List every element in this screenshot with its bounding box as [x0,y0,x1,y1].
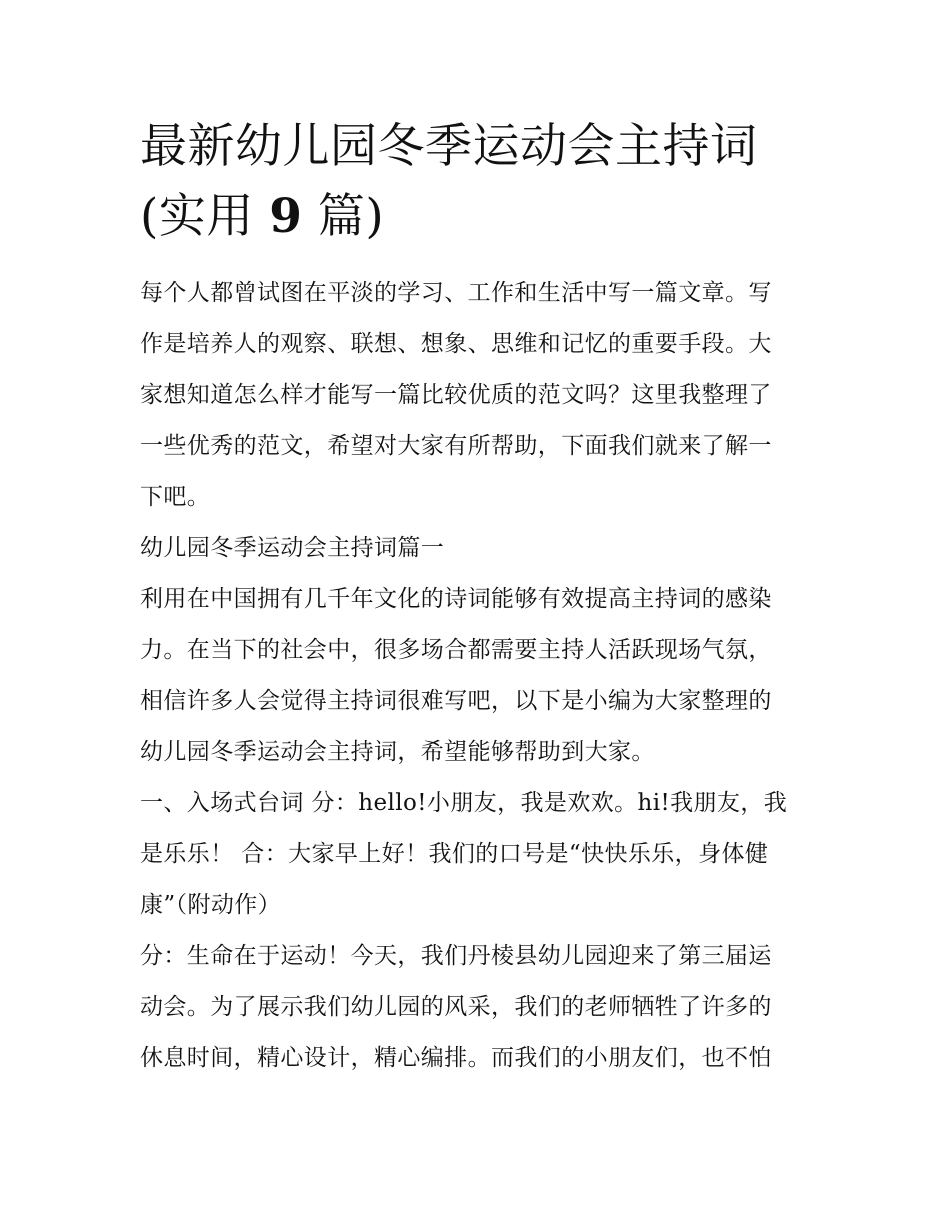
text-line: 康”（附动作） [140,892,282,918]
body-paragraph [140,778,812,931]
text-line: 幼儿园冬季运动会主持词篇一 [140,535,445,561]
section-heading [140,523,812,574]
text-line: 一、入场式台词 分：hello!小朋友，我是欢欢。hi!我朋友，我 [140,790,788,816]
intro-paragraph [140,268,812,523]
text-line: 每个人都曾试图在平淡的学习、工作和生活中写一篇文章。写 [140,280,772,306]
document-content [140,112,812,1084]
document-title: 最新幼儿园冬季运动会主持词 [140,119,758,174]
body-paragraph [140,574,812,778]
text-line: 幼儿园冬季运动会主持词，希望能够帮助到大家。 [140,739,655,765]
text-line: 家想知道怎么样才能写一篇比较优质的范文吗？这里我整理了 [140,382,772,408]
text-line: 作是培养人的观察、联想、想象、思维和记忆的重要手段。大 [140,331,772,357]
text-line: 休息时间，精心设计，精心编排。而我们的小朋友们，也不怕 [140,1045,772,1071]
text-line: 下吧。 [140,484,211,510]
text-line: 动会。为了展示我们幼儿园的风采，我们的老师牺牲了许多的 [140,994,772,1020]
body-paragraph [140,931,812,1084]
title-suffix: 篇) [302,189,385,244]
text-line: 力。在当下的社会中，很多场合都需要主持人活跃现场气氛， [140,637,772,663]
text-line: 一些优秀的范文，希望对大家有所帮助，下面我们就来了解一 [140,433,772,459]
text-line: 分：生命在于运动！今天，我们丹棱县幼儿园迎来了第三届运 [140,943,772,969]
text-line: 相信许多人会觉得主持词很难写吧，以下是小编为大家整理的 [140,688,772,714]
text-line: 是乐乐！ 合：大家早上好！我们的口号是“快快乐乐，身体健 [140,841,769,867]
document-title-subtitle [140,182,812,252]
title-count: 9 [269,189,303,244]
text-line: 利用在中国拥有几千年文化的诗词能够有效提高主持词的感染 [140,586,772,612]
title-prefix: (实用 [140,189,270,244]
